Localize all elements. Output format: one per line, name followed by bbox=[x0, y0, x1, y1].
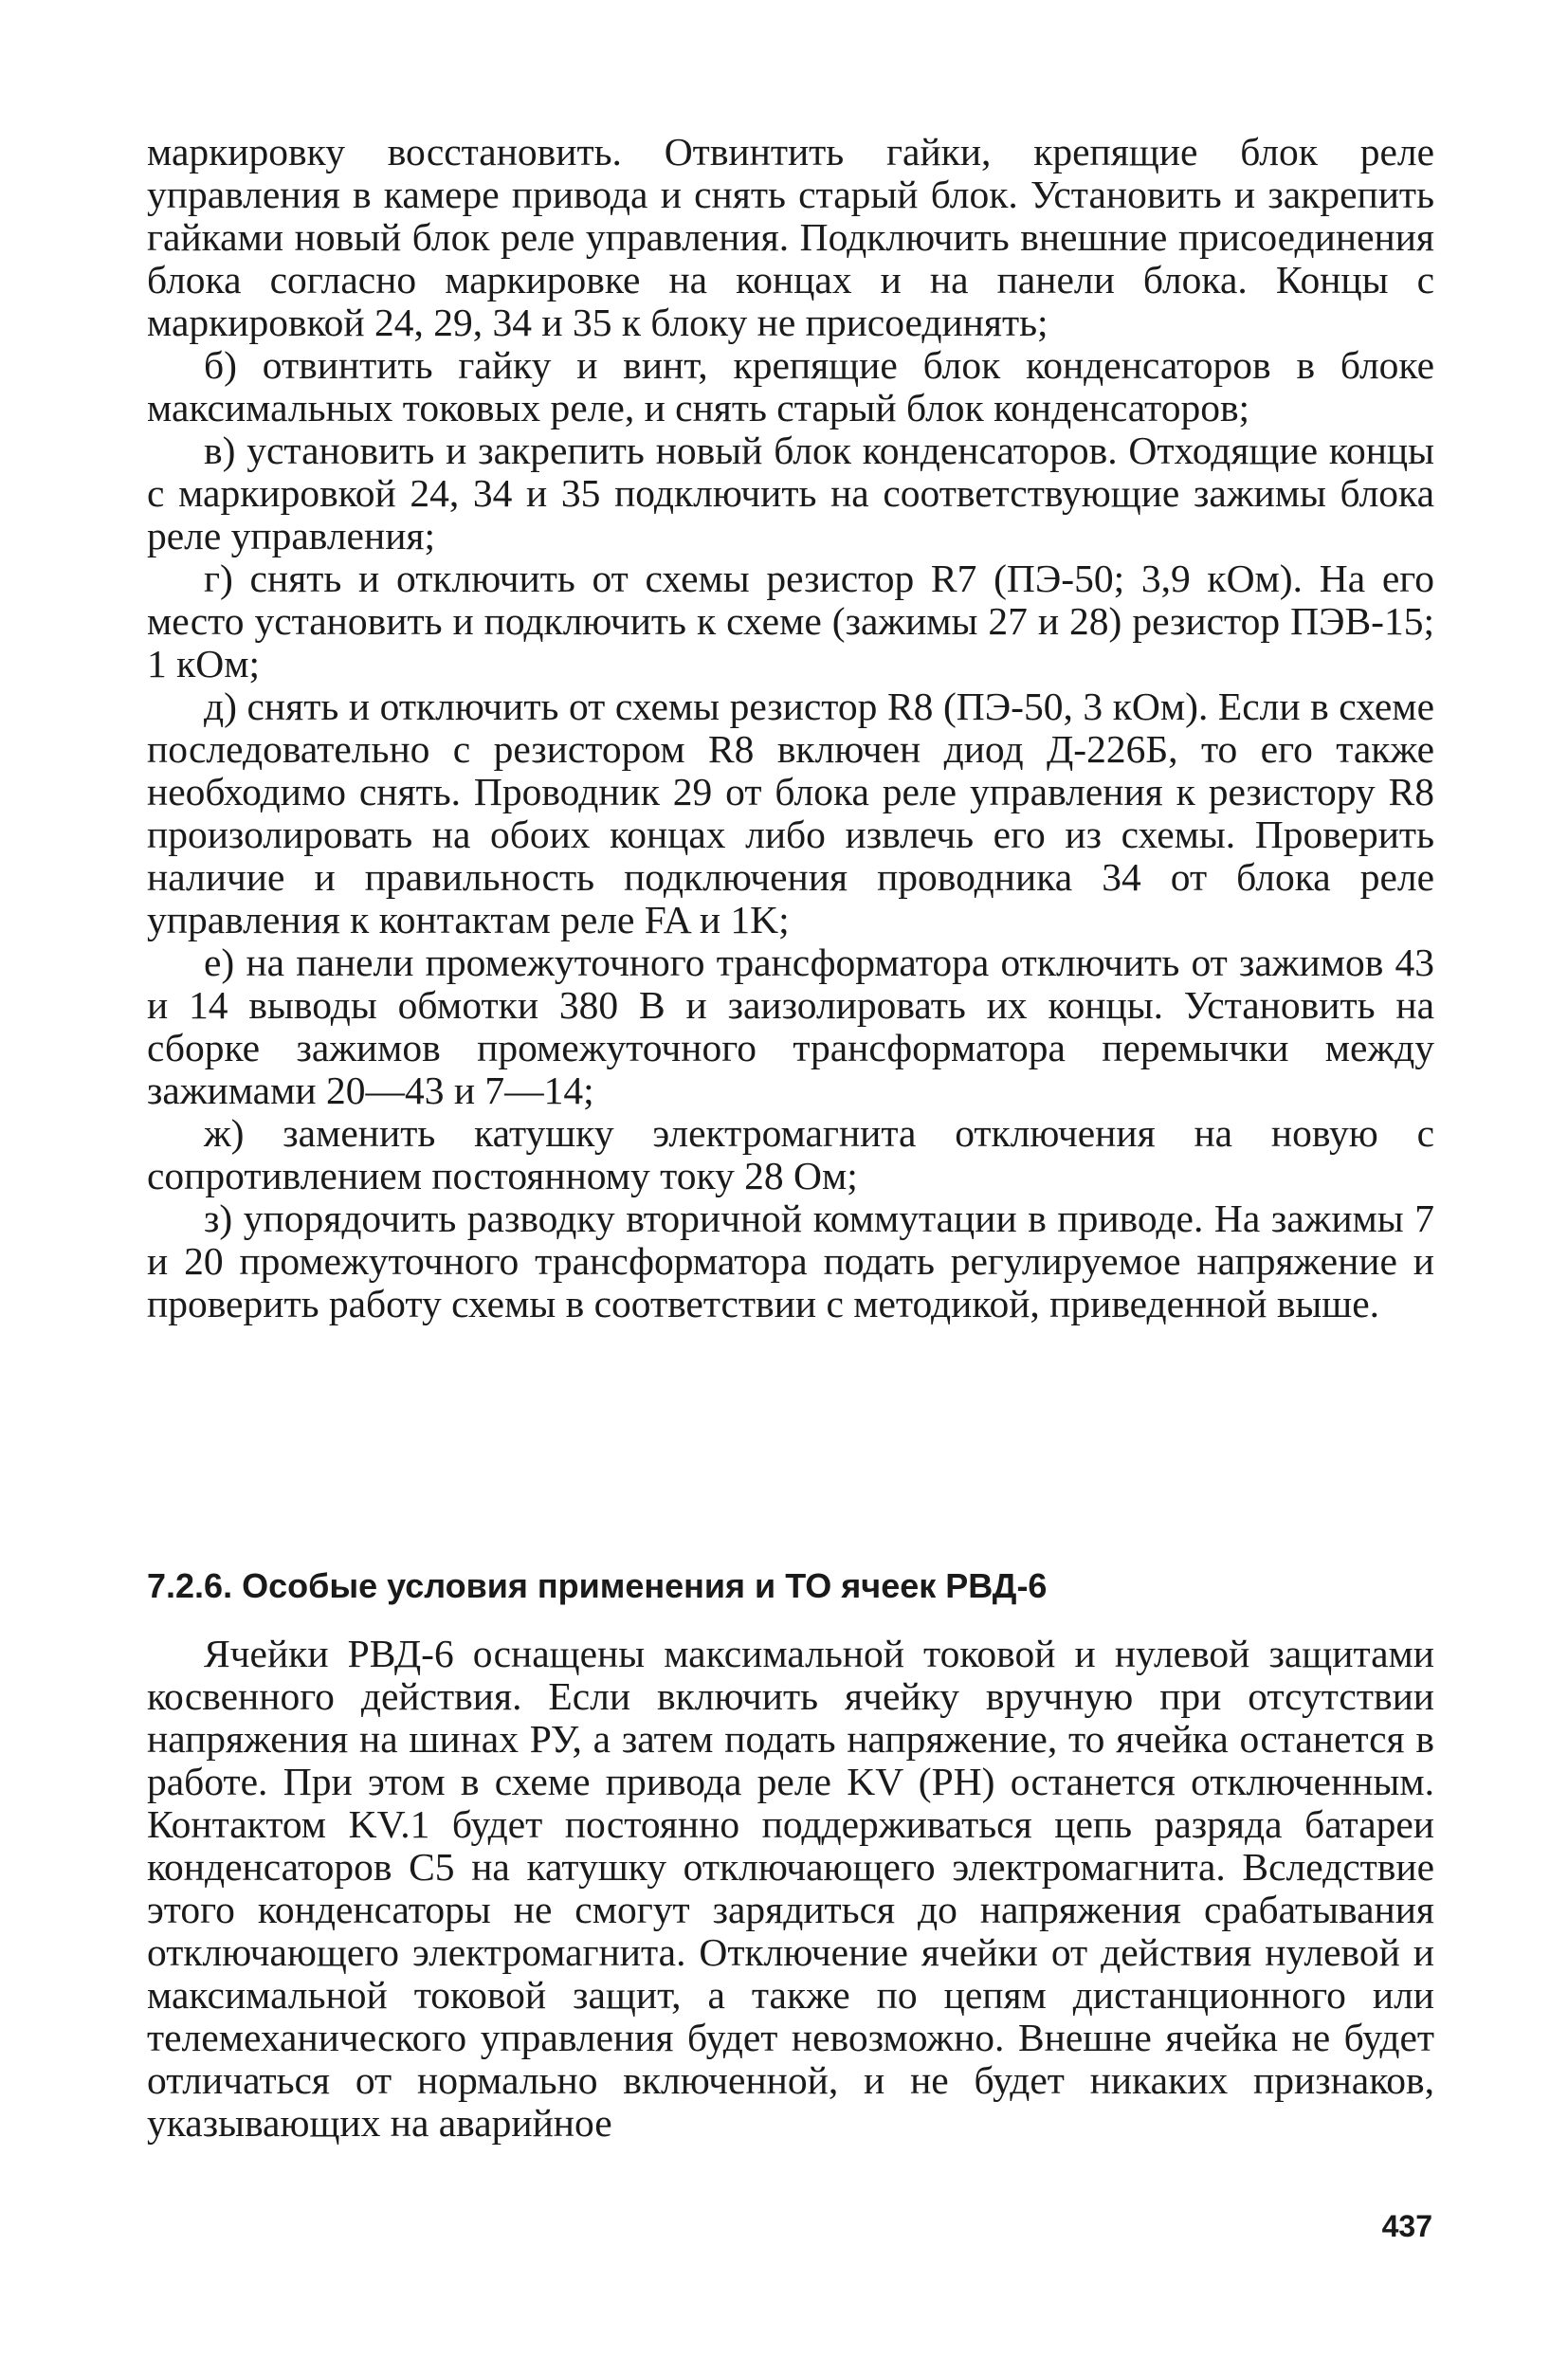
instructions-block bbox=[147, 131, 1434, 1325]
page-number: 437 bbox=[1381, 2209, 1432, 2243]
section-body bbox=[147, 1633, 1434, 2145]
list-item-g: г) снять и отключить от схемы резистор R7 (ПЭ-50; 3,9 кОм). На его место установить и подключить к схеме (зажимы 27 и 28) резистор ПЭВ-15; 1 кОм; bbox=[147, 557, 1434, 685]
continuation-paragraph: маркировку восстановить. Отвинтить гайки, крепящие блок реле управления в камере привода и снять старый блок. Установить и закрепить гайками новый блок реле управления. Подключить внешние присоединения блока согласно маркировке на концах и на панели блока. Концы с маркировкой 24, 29, 34 и 35 к блоку не присоединять; bbox=[147, 130, 1434, 344]
list-item-b: б) отвинтить гайку и винт, крепящие блок конденсаторов в блоке максимальных токовых реле, и снять старый блок конденсаторов; bbox=[147, 343, 1434, 429]
section-heading: 7.2.6. Особые условия применения и ТО ячеек РВД-6 bbox=[147, 1566, 1048, 1605]
list-item-zh: ж) заменить катушку электромагнита отключения на новую с сопротивлением постоянному току 28 Ом; bbox=[147, 1111, 1434, 1197]
body-paragraph: Ячейки РВД-6 оснащены максимальной токовой и нулевой защитами косвенного действия. Если включить ячейку вручную при отсутствии напряжения на шинах РУ, а затем подать напряжение, то ячейка останется в работе. При этом в схеме привода реле KV (РН) останется отключенным. Контактом KV.1 будет постоянно поддерживаться цепь разряда батареи конденсаторов C5 на катушку отключающего электромагнита. Вследствие этого конденсаторы не смогут зарядиться до напряжения срабатывания отключающего электромагнита. Отключение ячейки от действия нулевой и максимальной токовой защит, а также по цепям дистанционного или телемеханического управления будет невозможно. Внешне ячейка не будет отличаться от нормально включенной, и не будет никаких признаков, указывающих на аварийное bbox=[147, 1632, 1434, 2145]
list-item-d: д) снять и отключить от схемы резистор R8 (ПЭ-50, 3 кОм). Если в схеме последовательно с резистором R8 включен диод Д-226Б, то его также необходимо снять. Проводник 29 от блока реле управления к резистору R8 произолировать на обоих концах либо извлечь его из схемы. Проверить наличие и правильность подключения проводника 34 от блока реле управления к контактам реле FA и 1K; bbox=[147, 685, 1434, 941]
list-item-e: е) на панели промежуточного трансформатора отключить от зажимов 43 и 14 выводы обмотки 380 В и заизолировать их концы. Установить на сборке зажимов промежуточного трансформатора перемычки между зажимами 20—43 и 7—14; bbox=[147, 941, 1434, 1112]
list-item-z: з) упорядочить разводку вторичной коммутации в приводе. На зажимы 7 и 20 промежуточного трансформатора подать регулируемое напряжение и проверить работу схемы в соответствии с методикой, приведенной выше. bbox=[147, 1197, 1434, 1325]
list-item-v: в) установить и закрепить новый блок конденсаторов. Отходящие концы с маркировкой 24, 34 и 35 подключить на соответствующие зажимы блока реле управления; bbox=[147, 429, 1434, 557]
